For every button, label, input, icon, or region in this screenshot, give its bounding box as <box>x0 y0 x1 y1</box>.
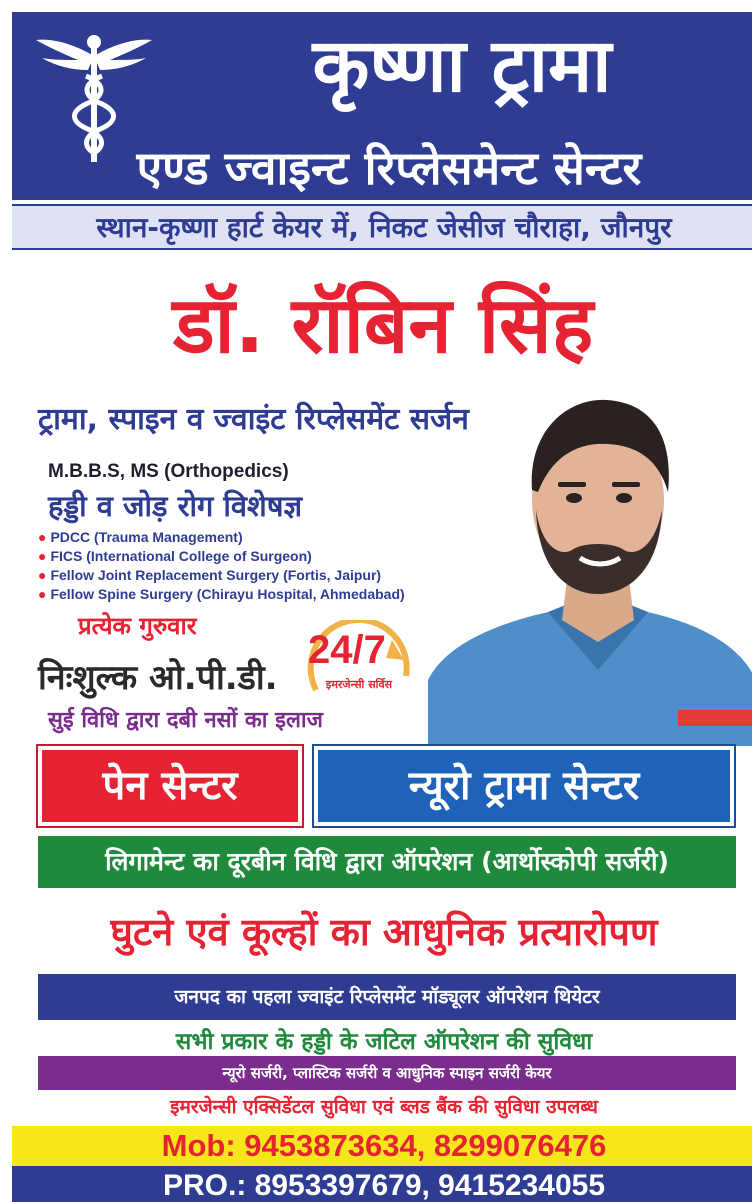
knee-hip-text: घुटने एवं कूल्हों का आधुनिक प्रत्यारोपण <box>110 910 658 954</box>
ligament-strip <box>38 836 736 888</box>
qualification-item: ● FICS (International College of Surgeon) <box>38 548 312 564</box>
pro-numbers: PRO.: 8953397679, 9415234055 <box>162 1169 606 1202</box>
bullet-icon: ● <box>38 548 47 564</box>
pro-strip <box>12 1166 752 1202</box>
doctor-name: डॉ. रॉबिन सिंह <box>172 281 594 371</box>
neuro-trauma-label: न्यूरो ट्रामा सेन्टर <box>408 763 640 809</box>
doctor-speciality: ट्रामा, स्पाइन व ज्वाइंट रिप्लेसमेंट सर्जन <box>38 402 469 437</box>
ot-strip <box>38 974 736 1020</box>
qualification-item: ● Fellow Spine Surgery (Chirayu Hospital, Ahmedabad) <box>38 586 405 602</box>
hospital-subtitle: एण्ड ज्वाइन्ट रिप्लेसमेन्ट सेन्टर <box>136 141 642 195</box>
pain-center-box <box>38 746 302 826</box>
bullet-icon: ● <box>38 586 47 602</box>
doctor-photo <box>428 380 752 746</box>
qualification-item: ● PDCC (Trauma Management) <box>38 529 243 545</box>
bullet-icon: ● <box>38 529 47 545</box>
pain-center-label: पेन सेन्टर <box>102 763 238 809</box>
hospital-name: कृष्णा ट्रामा <box>312 23 612 109</box>
free-opd-text: निःशुल्क ओ.पी.डी. <box>38 658 278 698</box>
bullet-icon: ● <box>38 567 47 583</box>
ot-text: जनपद का पहला ज्वाइंट रिप्लेसमेंट मॉड्यूलर ऑपरेशन थियेटर <box>174 986 600 1008</box>
neuro-care-strip <box>38 1056 736 1090</box>
doctor-degree: M.B.B.S, MS (Orthopedics) <box>48 461 289 482</box>
needle-treatment-text: सुई विधि द्वारा दबी नसों का इलाज <box>48 708 323 733</box>
bone-surgery-text: सभी प्रकार के हड्डी के जटिल ऑपरेशन की सुविधा <box>175 1029 593 1055</box>
mobile-strip <box>12 1126 752 1166</box>
doctor-ortho-title: हड्डी व जोड़ रोग विशेषज्ञ <box>48 489 303 523</box>
location-text: स्थान-कृष्णा हार्ट केयर में, निकट जेसीज चौराहा, जौनपुर <box>96 211 672 244</box>
qualification-item: ● Fellow Joint Replacement Surgery (Fortis, Jaipur) <box>38 567 382 583</box>
badge-emergency-text: इमरजेन्सी सर्विस <box>325 678 393 691</box>
neuro-care-text: न्यूरो सर्जरी, प्लास्टिक सर्जरी व आधुनिक स्पाइन सर्जरी केयर <box>222 1064 552 1082</box>
badge-24-7: 24/7 <box>308 628 386 672</box>
every-thursday-text: प्रत्येक गुरुवार <box>78 612 197 640</box>
mobile-numbers: Mob: 9453873634, 8299076476 <box>161 1128 607 1163</box>
neuro-trauma-box <box>314 746 734 826</box>
qualification-list <box>38 528 405 604</box>
ligament-text: लिगामेन्ट का दूरबीन विधि द्वारा ऑपरेशन (आर्थोस्कोपी सर्जरी) <box>105 847 669 876</box>
location-strip <box>12 204 752 250</box>
emergency-text: इमरजेन्सी एक्सिडेंटल सुविधा एवं ब्लड बैंक की सुविधा उपलब्ध <box>170 1096 598 1118</box>
header-banner <box>12 12 752 200</box>
